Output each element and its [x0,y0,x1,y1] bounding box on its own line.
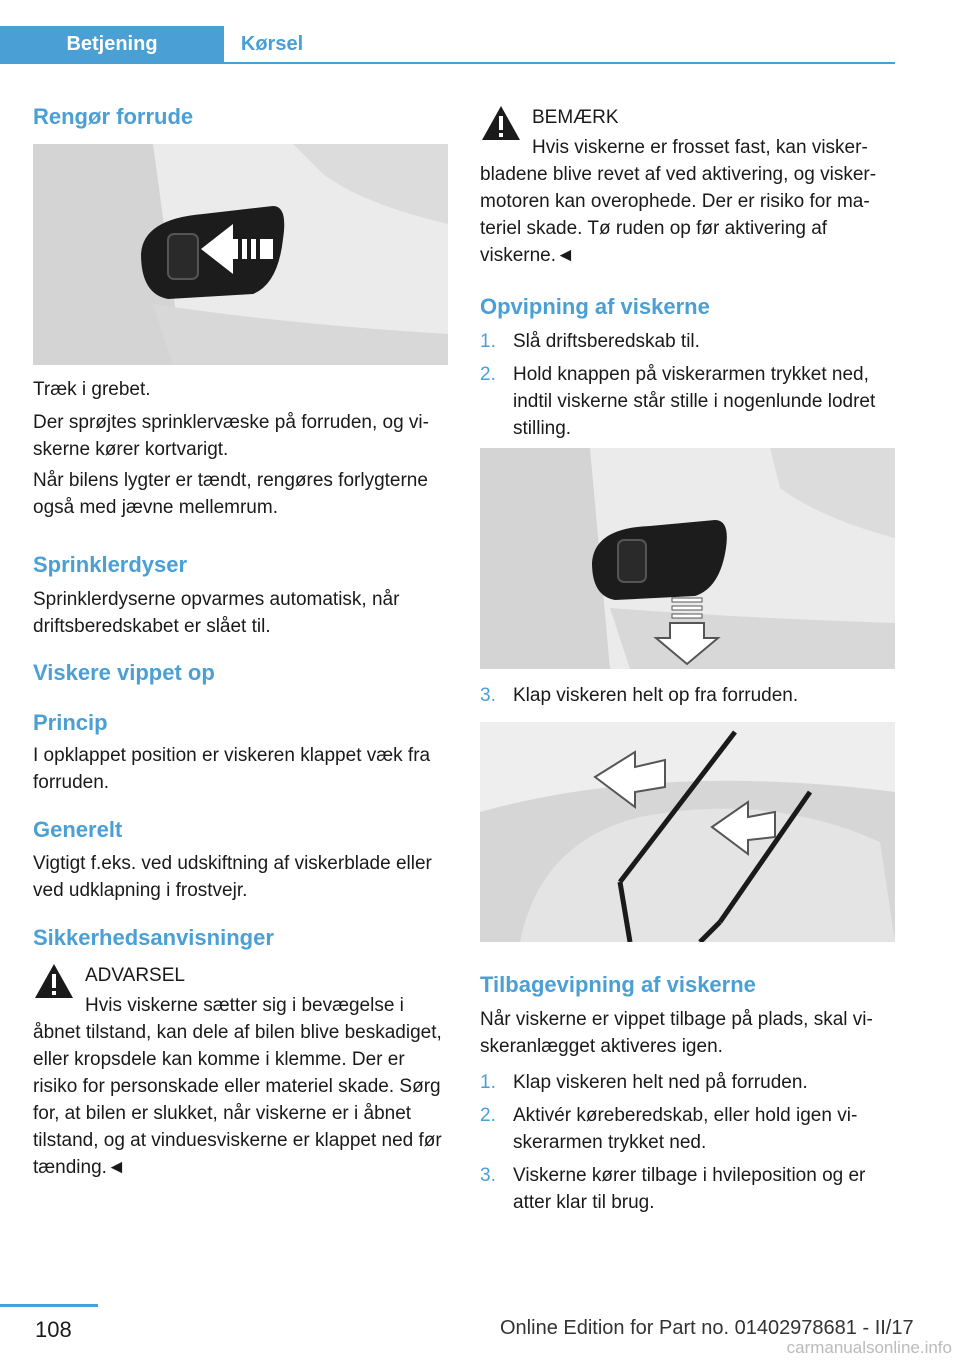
paragraph-sprinkler-fluid: Der sprøjtes sprinklervæske på forruden, og viskerne kører kortvarigt. [33,412,429,460]
heading-fold-back-wipers: Tilbagevipning af viskerne [480,972,756,997]
list-item: 1. Slå driftsberedskab til. [480,331,700,352]
heading-sprinkler-nozzles: Sprinklerdyser [33,552,188,577]
heading-clean-windshield: Rengør forrude [33,104,194,129]
warning-text: Hvis viskerne sætter sig i bevægelse i åbnet tilstand, kan dele af bilen blive beskadiget, eller kropsdele kan komme i klemme. Der er risiko for personskade eller materiel skade. Sørg for, at bilen er slukket, når viskerne er i åbnet tilstand, og at vinduesviskerne er klappet ned før tænding.◄ [33,995,442,1178]
paragraph-fold-back: Når viskerne er vippet tilbage på plads, skal viskeranlægget aktiveres igen. [480,1009,873,1057]
list-item: 3. Klap viskeren helt op fra forruden. [480,685,799,706]
warning-title: ADVARSEL [85,965,185,986]
watermark: carmanualsonline.info [786,1338,952,1357]
heading-safety: Sikkerhedsanvisninger [33,925,274,950]
page-number: 108 [35,1317,72,1342]
fold-back-steps [480,1069,898,1222]
paragraph-princip: I opklappet position er viskeren klappet væk fra forruden. [33,745,431,793]
tab-betjening[interactable]: Betjening [0,26,224,62]
paragraph-pull-lever: Træk i grebet. [33,379,151,400]
list-item: 1. Klap viskeren helt ned på forruden. [480,1072,808,1093]
heading-fold-up-wipers: Opvipning af viskerne [480,294,710,319]
footer-accent-line [0,1304,98,1307]
fold-up-step-3 [480,682,898,715]
section-tabs [0,26,895,64]
wipers-folded-up-illustration [480,722,895,942]
paragraph-headlights: Når bilens lygter er tændt, rengøres forlygterne også med jævne mellemrum. [33,470,428,518]
wiper-lever-pull-illustration [33,144,448,365]
edition-text: Online Edition for Part no. 01402978681 - II/17 [500,1317,914,1339]
notice-text: Hvis viskerne er frosset fast, kan viskerbladene blive revet af ved aktivering, og viskermotoren kan overophede. Der er risiko for materiel skade. Tø ruden op før aktivering af viskerne.◄ [480,137,877,266]
paragraph-sprinkler-nozzles: Sprinklerdyserne opvarmes automatisk, når driftsberedskabet er slået til. [33,589,400,637]
fold-up-steps [480,328,898,448]
notice-title: BEMÆRK [532,107,619,128]
wiper-lever-press-illustration [480,448,895,669]
paragraph-generelt: Vigtigt f.eks. ved udskiftning af viskerblade eller ved udklapning i frostvejr. [33,853,432,901]
tab-korsel[interactable]: Kørsel [240,33,304,55]
list-item: 2. Hold knappen på viskerarmen trykket ned, indtil viskerne står stille i nogenlunde lodret stilling. [480,364,876,439]
heading-wipers-folded-up: Viskere vippet op [33,660,215,685]
heading-princip: Princip [33,710,108,735]
list-item: 2. Aktivér køreberedskab, eller hold igen viskerarmen trykket ned. [480,1105,858,1153]
heading-generelt: Generelt [33,817,123,842]
list-item: 3. Viskerne kører tilbage i hvileposition og er atter klar til brug. [480,1165,866,1213]
